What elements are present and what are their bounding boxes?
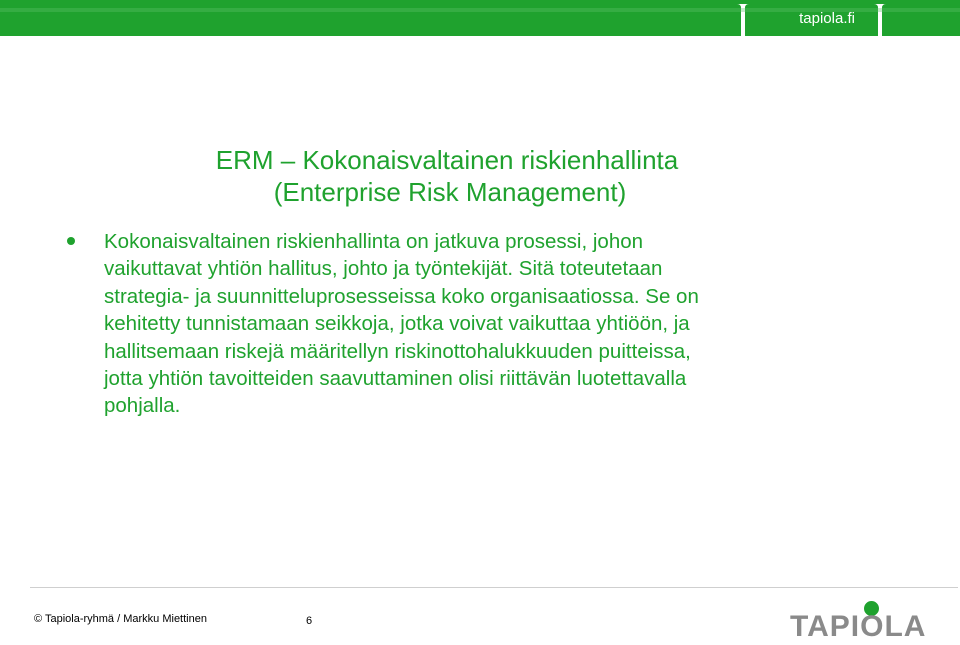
page-number: 6 [306, 615, 313, 627]
bullet-paragraph [104, 228, 884, 420]
slide-title [0, 144, 900, 208]
text-line: strategia- ja suunnitteluprosesseissa koko organisaatiossa. Se on [104, 284, 699, 308]
text-line: Kokonaisvaltainen riskienhallinta on jatkuva prosessi, johon [104, 230, 644, 253]
text-line: pohjalla. [104, 394, 181, 418]
text-line: hallitsemaan riskejä määritellyn riskinottohalukkuuden puitteissa, [104, 339, 691, 363]
text-line: vaikuttavat yhtiön hallitus, johto ja työntekijät. Sitä toteutetaan [104, 257, 663, 281]
tapiola-logo [790, 600, 950, 644]
footer-copyright: © Tapiola-ryhmä / Markku Miettinen [34, 613, 207, 625]
top-banner [0, 0, 960, 36]
title-line-1: ERM – Kokonaisvaltainen riskienhallinta [215, 145, 679, 175]
text-line: jotta yhtiön tavoitteiden saavuttaminen olisi riittävän luotettavalla [104, 367, 687, 391]
site-link[interactable]: tapiola.fi [799, 10, 855, 27]
logo-wordmark: TAPIOLA [790, 610, 927, 643]
bullet-icon [67, 237, 75, 245]
text-line: kehitetty tunnistamaan seikkoja, jotka voivat vaikuttaa yhtiöön, ja [104, 312, 690, 336]
footer-divider [30, 587, 958, 588]
title-line-2: (Enterprise Risk Management) [273, 177, 627, 207]
